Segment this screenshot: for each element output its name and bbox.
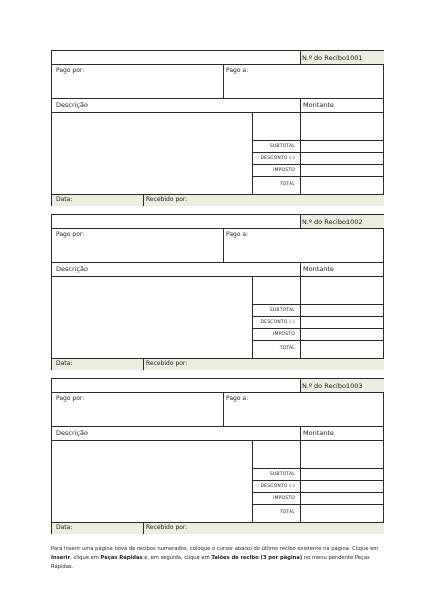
table-rule [52,98,384,99]
table-rule [300,51,301,64]
total-label: TOTAL [279,346,295,351]
amount-label: Montante [303,265,334,273]
table-rule [143,522,144,534]
subtotal-label: SUBTOTAL [269,308,295,313]
description-label: Descrição [56,429,88,437]
amount-label: Montante [303,429,334,437]
receipt-number: 1001 [346,54,363,62]
tax-label: IMPOSTO [272,496,295,501]
table-rule [252,140,384,141]
table-rule [252,328,384,329]
discount-label: DESCONTO (-) [260,320,295,325]
total-label: TOTAL [279,182,295,187]
instructions-receipt-stubs: Talões de recibo (3 por página) [211,555,303,561]
table-rule [252,468,384,469]
instructions-insert: Inserir [51,555,71,561]
table-rule [223,228,224,262]
paid-by-label: Pago por: [56,231,85,238]
table-rule [52,358,384,359]
paid-by-label: Pago por: [56,67,85,74]
table-rule [223,392,224,426]
table-rule [52,112,384,113]
instructions-quick-parts: Peças Rápidas [100,555,143,561]
table-rule [300,426,301,522]
subtotal-label: SUBTOTAL [269,144,295,149]
amount-label: Montante [303,101,334,109]
paid-to-label: Pago a: [226,231,249,238]
total-label: TOTAL [279,510,295,515]
tax-label: IMPOSTO [272,332,295,337]
table-rule [52,228,384,229]
receipt-number: 1002 [346,218,363,226]
discount-label: DESCONTO (-) [260,484,295,489]
table-rule [252,276,253,358]
footer-shade [52,194,384,206]
description-label: Descrição [56,101,88,109]
table-rule [252,440,253,522]
description-label: Descrição [56,265,88,273]
instructions-text-2: , clique em [70,555,101,561]
table-rule [300,98,301,194]
table-rule [252,492,384,493]
footer-shade [52,522,384,534]
table-rule [143,358,144,370]
table-rule [252,504,384,505]
receipt-number-label: N.º do Recibo: [302,218,349,226]
table-rule [52,64,384,65]
table-rule [52,440,384,441]
table-rule [252,112,253,194]
table-rule [300,215,301,228]
table-rule [52,276,384,277]
date-label: Data: [56,360,73,367]
instructions-text-1: Para inserir uma página nova de recibos numerados, coloque o cursor abaixo do último recibo existente na página. Clique em [51,546,379,552]
receipt-number: 1003 [346,382,363,390]
table-rule [52,262,384,263]
date-label: Data: [56,196,73,203]
table-rule [52,194,384,195]
receipt-1 [51,50,384,206]
instructions-text-4: no menu pendente Peças Rápidas. [51,555,370,570]
instructions-note [51,545,386,572]
date-label: Data: [56,524,73,531]
table-rule [252,152,384,153]
table-rule [300,379,301,392]
paid-to-label: Pago a: [226,67,249,74]
table-rule [143,194,144,206]
table-rule [252,316,384,317]
table-rule [223,64,224,98]
paid-by-label: Pago por: [56,395,85,402]
receipt-2 [51,214,384,370]
table-rule [300,262,301,358]
received-by-label: Recebido por: [146,196,188,203]
received-by-label: Recebido por: [146,524,188,531]
received-by-label: Recebido por: [146,360,188,367]
table-rule [252,176,384,177]
footer-shade [52,358,384,370]
table-rule [52,426,384,427]
table-rule [252,480,384,481]
instructions-text-3: e, em seguida, clique em [142,555,212,561]
table-rule [52,522,384,523]
receipt-number-label: N.º do Recibo: [302,54,349,62]
discount-label: DESCONTO (-) [260,156,295,161]
paid-to-label: Pago a: [226,395,249,402]
receipt-3 [51,378,384,534]
table-rule [252,304,384,305]
table-rule [252,340,384,341]
subtotal-label: SUBTOTAL [269,472,295,477]
table-rule [252,164,384,165]
table-rule [52,392,384,393]
tax-label: IMPOSTO [272,168,295,173]
receipt-number-label: N.º do Recibo: [302,382,349,390]
